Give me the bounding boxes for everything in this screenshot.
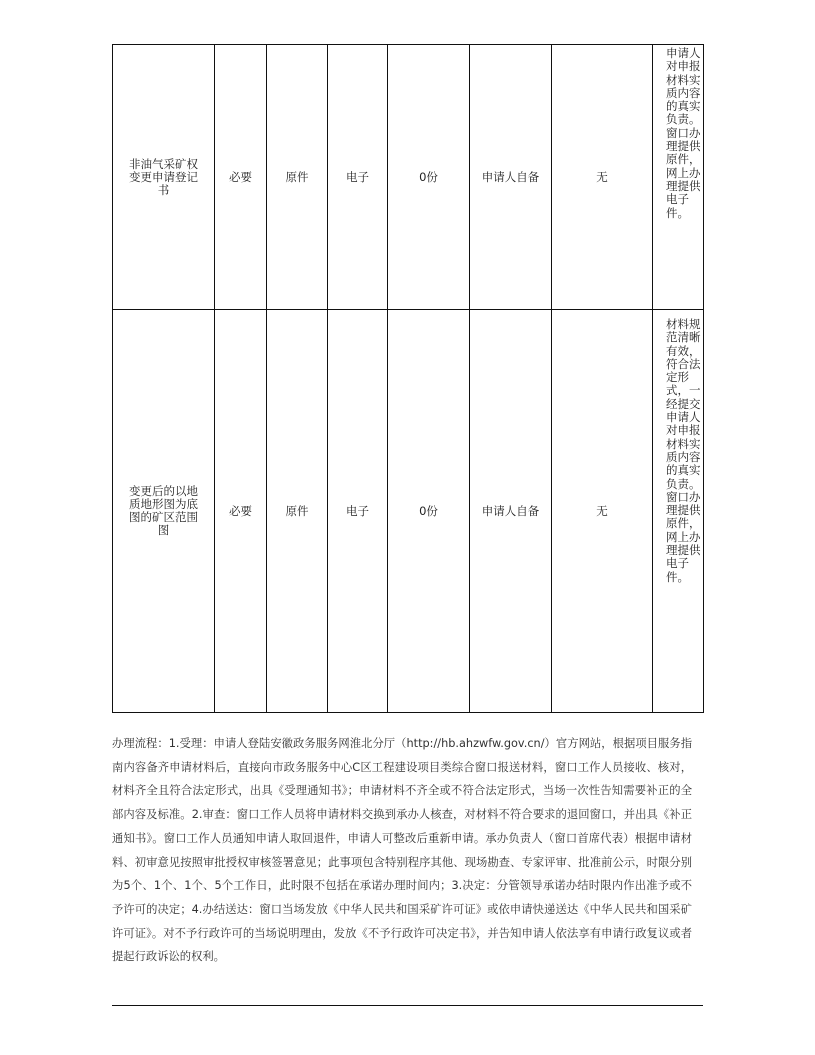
- material-source: 申请人自备: [470, 45, 552, 310]
- material-fill-sample: 无: [552, 45, 653, 310]
- materials-table: [112, 44, 704, 713]
- material-copies: 0份: [388, 45, 470, 310]
- process-description: 办理流程：1.受理：申请人登陆安徽政务服务网淮北分厅（http://hb.ahzwfw.gov.cn/）官方网站，根据项目服务指南内容备齐申请材料后，直接向市政务服务中心C区工程建设项目类综合窗口报送材料，窗口工作人员接收、核对，材料齐全且符合法定形式，出具《受理通知书》；申请材料不齐全或不符合法定形式，当场一次性告知需要补正的全部内容及标准。2.审查：窗口工作人员将申请材料交换到承办人核查，对材料不符合要求的退回窗口，并出具《补正通知书》。窗口工作人员通知申请人取回退件，申请人可整改后重新申请。承办负责人（窗口首席代表）根据申请材料、初审意见按照审批授权审核签署意见；此事项包含特别程序其他、现场勘查、专家评审、批准前公示，时限分别为5个、1个、1个、5个工作日，此时限不包括在承诺办理时间内；3.决定：分管领导承诺办结时限内作出准予或不予许可的决定；4.办结送达：窗口当场发放《中华人民共和国采矿许可证》或依申请快递送达《中华人民共和国采矿许可证》。对不予行政许可的当场说明理由，发放《不予行政许可决定书》，并告知申请人依法享有申请行政复议或者提起行政诉讼的权利。: [112, 737, 692, 964]
- material-type: 电子: [328, 45, 388, 310]
- material-necessity: 必要: [215, 310, 267, 713]
- bottom-divider: [112, 1005, 703, 1006]
- material-type: 电子: [328, 310, 388, 713]
- material-copies: 0份: [388, 310, 470, 713]
- material-source: 申请人自备: [470, 310, 552, 713]
- table-row: [113, 45, 704, 310]
- material-note: 材料规范清晰有效，符合法定形式，一经提交申请人对申报材料实质内容的真实负责。窗口办理提供原件，网上办理提供电子件。: [666, 317, 701, 584]
- material-necessity: 必要: [215, 45, 267, 310]
- table-row: [113, 310, 704, 713]
- material-name: 变更后的以地质地形图为底图的矿区范围图: [113, 310, 215, 713]
- material-form: 原件: [267, 45, 328, 310]
- material-note: 申请人对申报材料实质内容的真实负责。窗口办理提供原件，网上办理提供电子件。: [666, 46, 701, 220]
- material-note-cell: [653, 310, 704, 713]
- material-fill-sample: 无: [552, 310, 653, 713]
- material-form: 原件: [267, 310, 328, 713]
- material-note-cell: [653, 45, 704, 310]
- material-name: 非油气采矿权变更申请登记书: [113, 45, 215, 310]
